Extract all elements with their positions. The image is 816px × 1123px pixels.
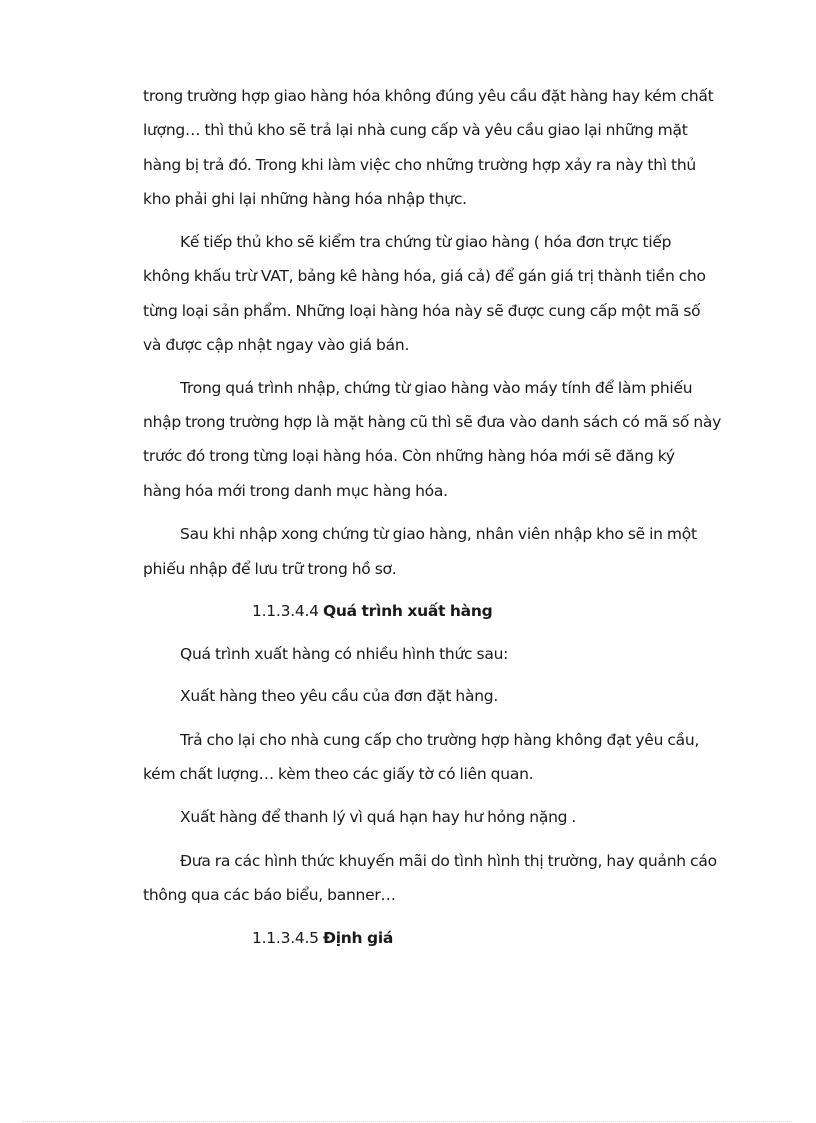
paragraph-line: không khấu trừ VAT, bảng kê hàng hóa, giá cả) để gán giá trị thành tiền cho (143, 267, 706, 285)
paragraph-line: hàng hóa mới trong danh mục hàng hóa. (143, 482, 448, 500)
page-bottom-divider (22, 1121, 792, 1122)
paragraph-line: Kế tiếp thủ kho sẽ kiểm tra chứng từ giao hàng ( hóa đơn trực tiếp (180, 233, 672, 251)
section-number: 1.1.3.4.4 (252, 602, 323, 620)
paragraph-line: Xuất hàng để thanh lý vì quá hạn hay hư hỏng nặng . (180, 808, 577, 826)
section-title: Quá trình xuất hàng (322, 602, 493, 620)
paragraph-line: từng loại sản phẩm. Những loại hàng hóa này sẽ được cung cấp một mã số (143, 302, 701, 320)
paragraph-line: và được cập nhật ngay vào giá bán. (143, 336, 410, 354)
section-heading (252, 601, 812, 621)
section-heading (252, 928, 812, 948)
paragraph-line: Quá trình xuất hàng có nhiều hình thức sau: (180, 645, 509, 663)
paragraph-line: nhập trong trường hợp là mặt hàng cũ thì sẽ đưa vào danh sách có mã số này (143, 413, 722, 431)
paragraph-line: kém chất lượng… kèm theo các giấy tờ có liên quan. (143, 765, 534, 783)
paragraph-line: Sau khi nhập xong chứng từ giao hàng, nhân viên nhập kho sẽ in một (180, 525, 697, 543)
paragraph-line: Trong quá trình nhập, chứng từ giao hàng vào máy tính để làm phiếu (180, 379, 693, 397)
paragraph-line: trong trường hợp giao hàng hóa không đúng yêu cầu đặt hàng hay kém chất (143, 87, 714, 105)
paragraph-line: Trả cho lại cho nhà cung cấp cho trường hợp hàng không đạt yêu cầu, (180, 731, 700, 749)
section-number: 1.1.3.4.5 (252, 929, 323, 947)
paragraph-line: Xuất hàng theo yêu cầu của đơn đặt hàng. (180, 687, 499, 705)
paragraph-line: trước đó trong từng loại hàng hóa. Còn những hàng hóa mới sẽ đăng ký (143, 447, 675, 465)
section-title: Định giá (322, 929, 394, 947)
paragraph-line: hàng bị trả đó. Trong khi làm việc cho những trường hợp xảy ra này thì thủ (143, 156, 696, 174)
paragraph-line: thông qua các báo biểu, banner… (143, 886, 396, 904)
paragraph-line: Đưa ra các hình thức khuyến mãi do tình hình thị trường, hay quảnh cáo (180, 852, 717, 870)
paragraph-line: lượng… thì thủ kho sẽ trả lại nhà cung cấp và yêu cầu giao lại những mặt (143, 121, 688, 139)
paragraph-line: kho phải ghi lại những hàng hóa nhập thực. (143, 190, 467, 208)
paragraph-line: phiếu nhập để lưu trữ trong hồ sơ. (143, 560, 397, 578)
